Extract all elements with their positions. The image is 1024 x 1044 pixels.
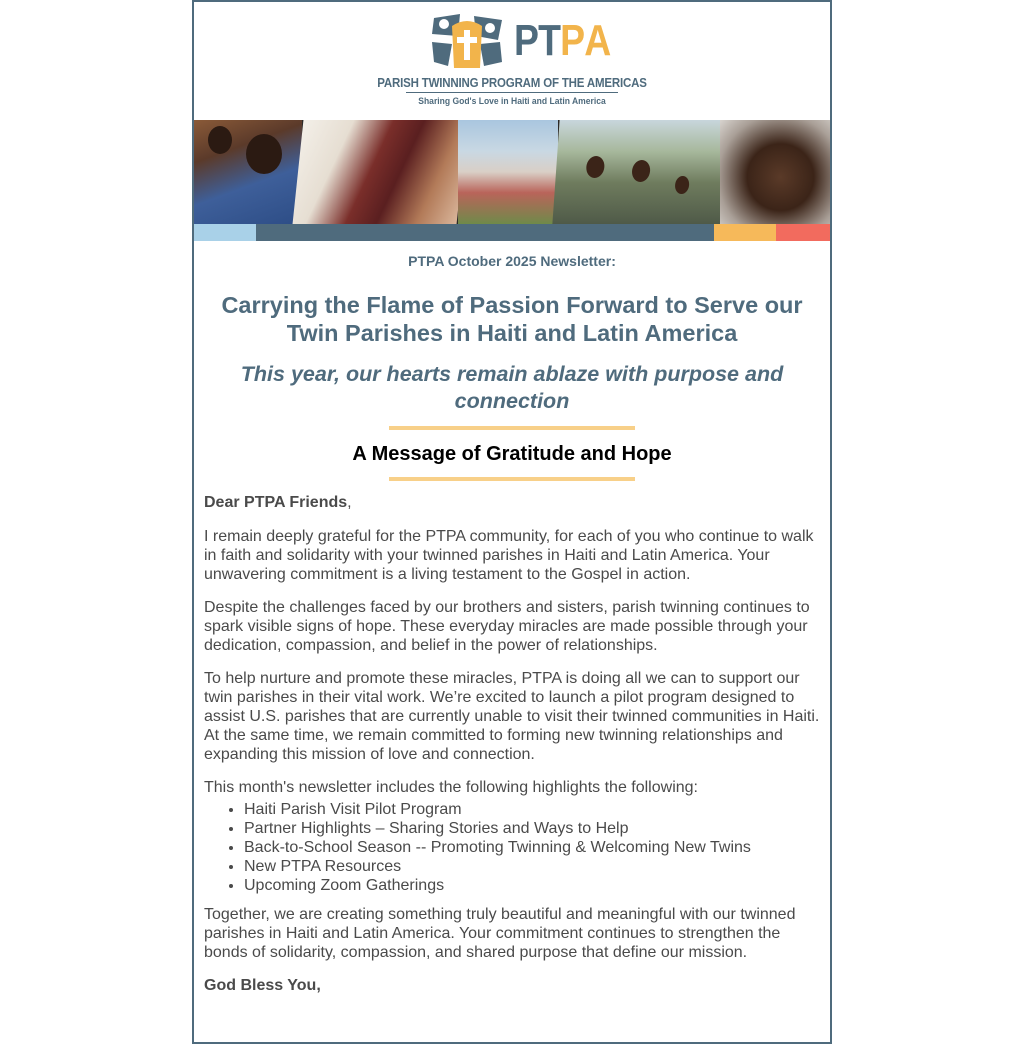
- ptpa-logo-icon: [430, 12, 504, 70]
- subheadline: This year, our hearts remain ablaze with purpose and connection: [240, 362, 784, 413]
- newsletter-body: [194, 253, 830, 995]
- student-face: [246, 134, 282, 174]
- paragraph: To help nurture and promote these miracles, PTPA is doing all we can to support our twin parishes in their vital work. We’re excited to launch a pilot program designed to assist U.S. parishes that are currently unable to visit their twinned communities in Haiti. At the same time, we remain committed to forming new twinning relationships and expanding this mission of love and connection.: [204, 670, 820, 763]
- banner-photo-child-portrait: [720, 120, 830, 224]
- banner-photo-children: [552, 120, 727, 224]
- newsletter-email: [192, 0, 832, 1044]
- list-item: • New PTPA Resources: [244, 857, 820, 876]
- gold-divider-bottom: [389, 477, 635, 481]
- list-item: • Haiti Parish Visit Pilot Program: [244, 800, 820, 819]
- logo-divider: [406, 92, 618, 93]
- salutation: Dear PTPA Friends,: [204, 494, 352, 511]
- photo-banner: [194, 120, 830, 224]
- banner-photo-church: [458, 120, 558, 224]
- color-stripe: [194, 224, 830, 241]
- child-face: [674, 176, 689, 194]
- banner-photo-students: [194, 120, 302, 224]
- paragraph: Despite the challenges faced by our brothers and sisters, parish twinning continues to spark visible signs of hope. These everyday miracles are made possible through your dedication, compassion, and belief in the power of relationships.: [204, 599, 810, 654]
- highlights-intro: This month's newsletter includes the following highlights the following:: [204, 779, 698, 796]
- closing-paragraph: Together, we are creating something truly beautiful and meaningful with our twinned parishes in Haiti and Latin America. Your commitment continues to strengthen the bonds of solidarity, compassion, and shared purpose that define our mission.: [204, 906, 796, 961]
- section-title: A Message of Gratitude and Hope: [352, 443, 672, 465]
- student-face: [208, 126, 232, 154]
- logo-org-name: PARISH TWINNING PROGRAM OF THE AMERICAS: [377, 76, 647, 90]
- list-item: • Upcoming Zoom Gatherings: [244, 876, 820, 895]
- banner-photo-handshake: [293, 120, 468, 224]
- signoff: God Bless You,: [204, 977, 321, 994]
- header-logo[interactable]: [194, 2, 830, 120]
- paragraph: I remain deeply grateful for the PTPA community, for each of you who continue to walk in faith and solidarity with your twinned parishes in Haiti and Latin America. Your unwavering commitment is a living testament to the Gospel in action.: [204, 528, 814, 583]
- headline: Carrying the Flame of Passion Forward to Serve our Twin Parishes in Haiti and Latin America: [221, 292, 803, 346]
- child-face: [631, 160, 651, 182]
- gold-divider-top: [389, 426, 635, 430]
- list-item: • Partner Highlights – Sharing Stories and Ways to Help: [244, 819, 820, 838]
- list-item: • Back-to-School Season -- Promoting Twinning & Welcoming New Twins: [244, 838, 820, 857]
- highlights-list: [204, 800, 820, 895]
- logo-tagline: Sharing God's Love in Haiti and Latin America: [418, 96, 606, 107]
- logo-wordmark: PTPA: [514, 16, 611, 65]
- issue-label: PTPA October 2025 Newsletter:: [408, 253, 616, 269]
- child-face: [586, 156, 606, 178]
